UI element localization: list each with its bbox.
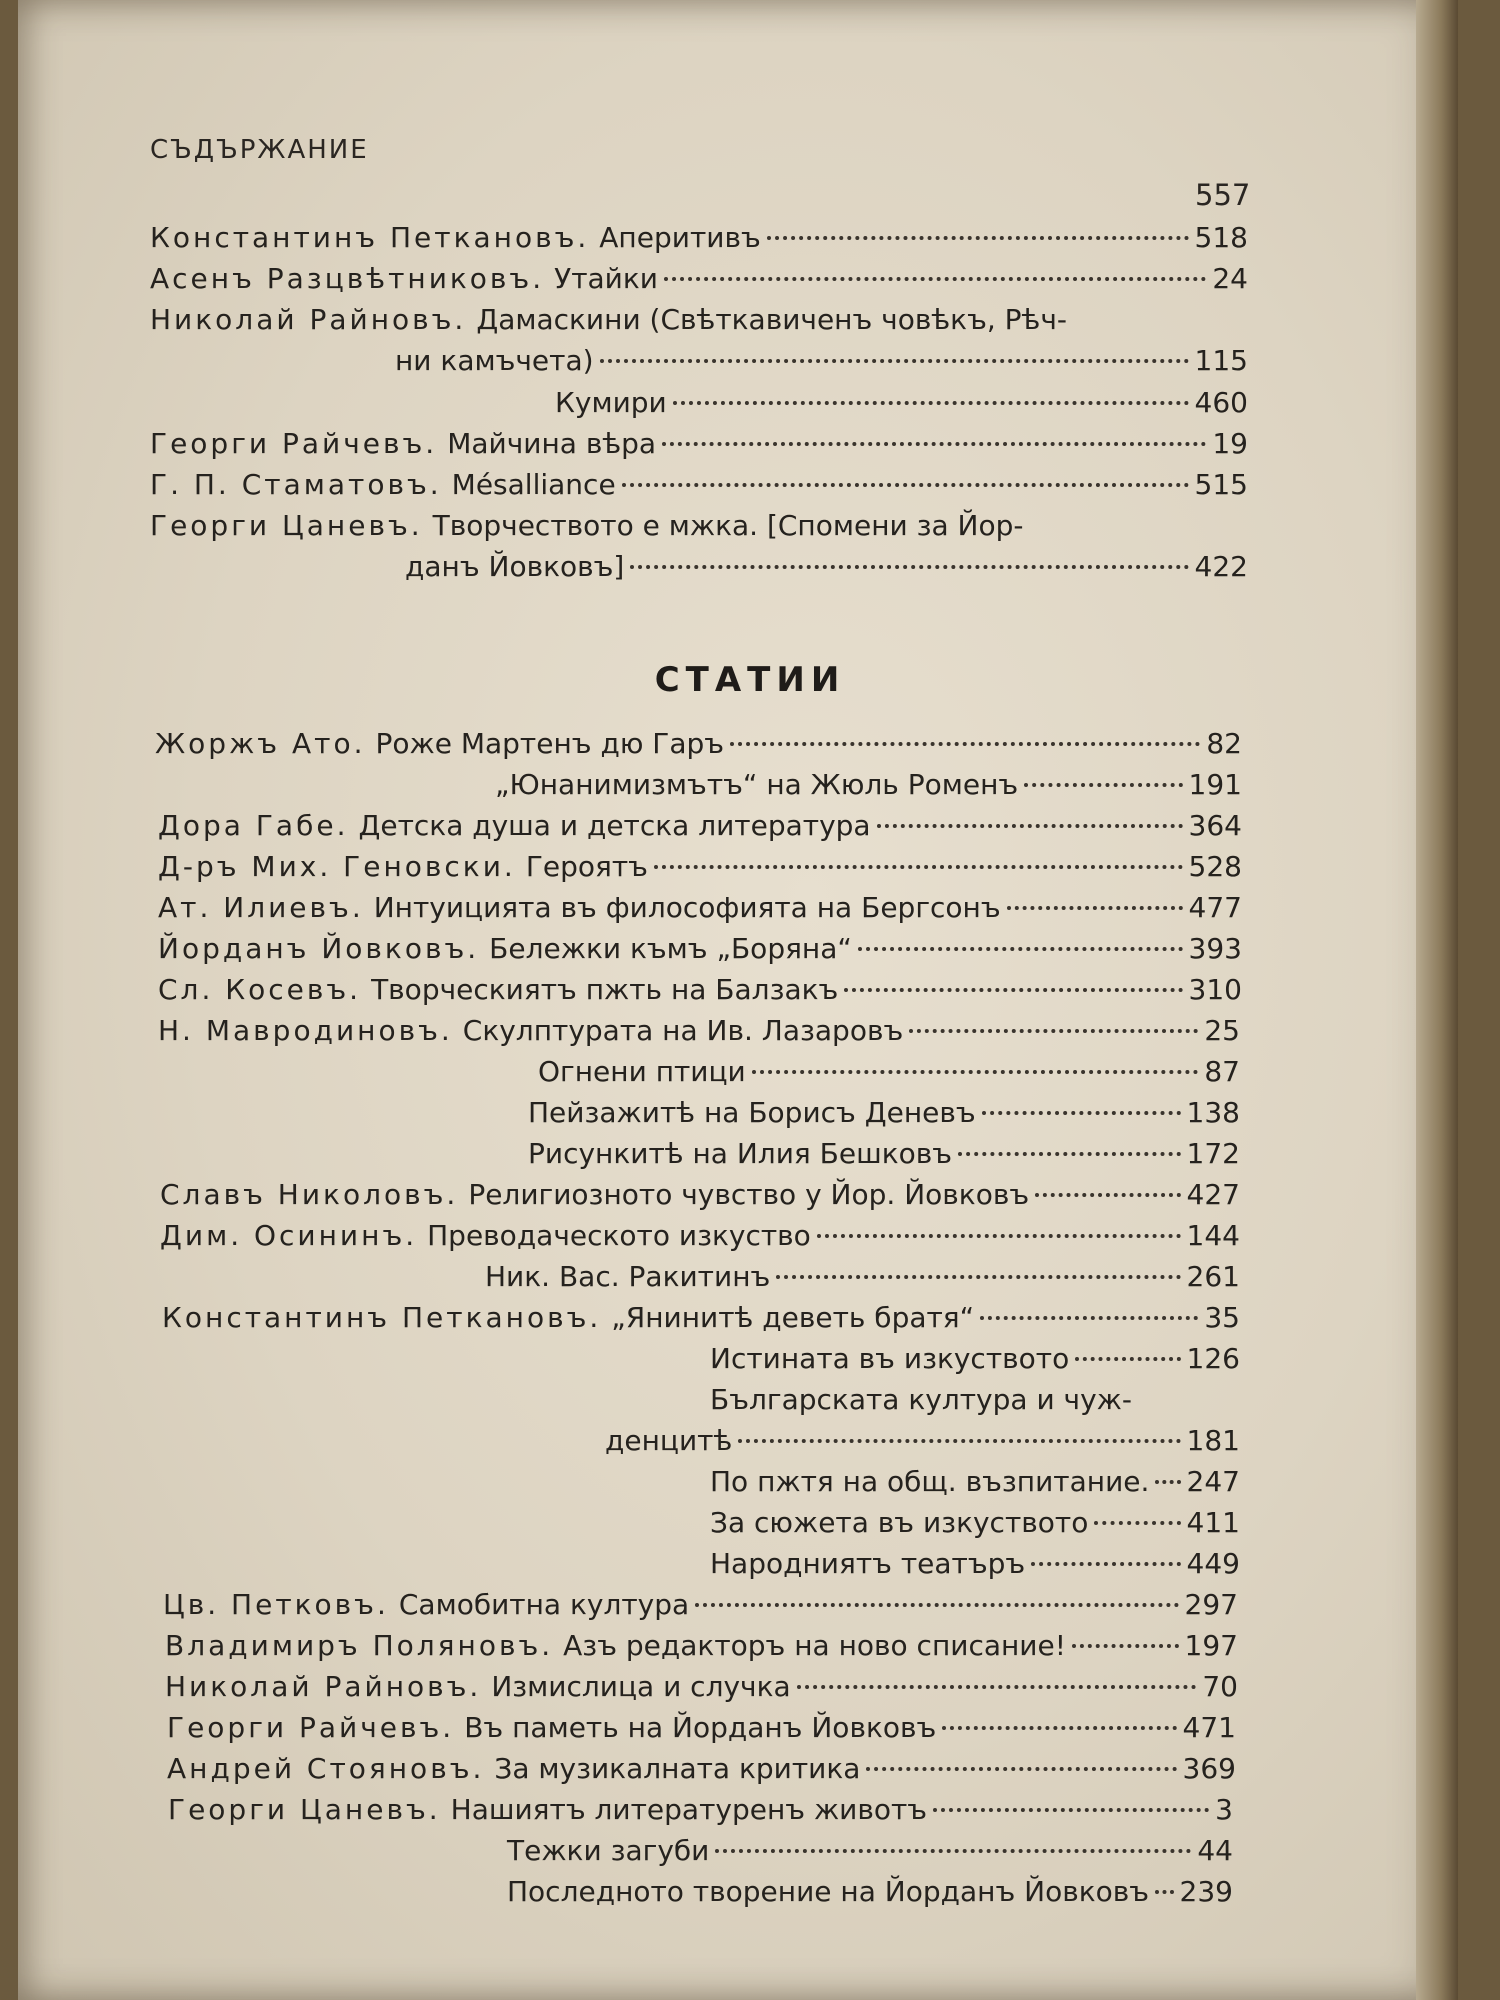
toc-entry	[395, 343, 1248, 379]
toc-page-number: 528	[1188, 850, 1242, 883]
dot-leader	[958, 1152, 1181, 1156]
toc-author: Георги Цаневъ.	[168, 1793, 441, 1826]
toc-page-number: 19	[1212, 427, 1248, 460]
dot-leader	[738, 1439, 1180, 1443]
dot-leader	[622, 483, 1189, 487]
toc-page-number: 515	[1194, 468, 1248, 501]
section-title: СТАТИИ	[654, 660, 846, 700]
toc-author: Константинъ Петкановъ.	[150, 221, 590, 254]
toc-page-number: 172	[1186, 1137, 1240, 1170]
toc-title: Рисункитѣ на Илия Бешковъ	[528, 1137, 953, 1170]
toc-title: Народниятъ театъръ	[710, 1547, 1026, 1580]
toc-author: Владимиръ Поляновъ.	[165, 1629, 554, 1662]
toc-page-number: 247	[1186, 1465, 1240, 1498]
toc-title: Българската култура и чуж-	[710, 1383, 1132, 1416]
toc-title: „Юнанимизмътъ“ на Жюль Роменъ	[495, 768, 1019, 801]
dot-leader	[600, 359, 1189, 363]
toc-title: Утайки	[554, 262, 658, 295]
toc-title: Религиозното чувство у Йор. Йовковъ	[468, 1178, 1030, 1211]
toc-page-number: 261	[1186, 1260, 1240, 1293]
toc-entry	[150, 261, 1248, 297]
toc-page-number: 24	[1212, 262, 1248, 295]
toc-entry	[710, 1546, 1240, 1582]
toc-title: ни камъчета)	[395, 344, 594, 377]
toc-title: Бележки къмъ „Боряна“	[489, 932, 852, 965]
dot-leader	[664, 277, 1206, 281]
toc-title: Тежки загуби	[507, 1834, 710, 1867]
dot-leader	[1075, 1357, 1180, 1361]
dot-leader	[695, 1603, 1178, 1607]
page-header: СЪДЪРЖАНИЕ	[150, 135, 369, 165]
toc-title: Преводаческото изкуство	[427, 1219, 811, 1252]
dot-leader	[942, 1726, 1176, 1730]
toc-page-number: 191	[1188, 768, 1242, 801]
toc-author: Дора Габе.	[158, 809, 349, 842]
toc-page-number: 82	[1206, 727, 1242, 760]
dot-leader	[767, 236, 1189, 240]
toc-title: Огнени птици	[538, 1055, 746, 1088]
toc-title: Ник. Вас. Ракитинъ	[485, 1260, 771, 1293]
toc-entry	[160, 1218, 1240, 1254]
dot-leader	[1155, 1890, 1174, 1894]
toc-entry	[495, 767, 1242, 803]
toc-entry	[710, 1382, 1240, 1418]
toc-title: Азъ редакторъ на ново списание!	[563, 1629, 1066, 1662]
toc-entry	[158, 1013, 1240, 1049]
toc-author: Жоржъ Ато.	[155, 727, 366, 760]
dot-leader	[877, 824, 1183, 828]
dot-leader	[866, 1767, 1176, 1771]
toc-entry	[150, 467, 1248, 503]
toc-entry	[158, 808, 1242, 844]
toc-page-number: 393	[1188, 932, 1242, 965]
toc-page-number: 427	[1186, 1178, 1240, 1211]
toc-title: Последното творение на Йорданъ Йовковъ	[507, 1875, 1150, 1908]
toc-author: Георги Райчевъ.	[150, 427, 438, 460]
toc-page-number: 477	[1188, 891, 1242, 924]
toc-author: Андрей Стояновъ.	[167, 1752, 485, 1785]
toc-page-number: 364	[1188, 809, 1242, 842]
toc-title: Героятъ	[525, 850, 648, 883]
toc-entry	[528, 1095, 1240, 1131]
toc-entry	[710, 1341, 1240, 1377]
toc-author: Николай Райновъ.	[165, 1670, 482, 1703]
toc-author: Сл. Косевъ.	[158, 973, 362, 1006]
dot-leader	[1031, 1562, 1180, 1566]
toc-entry	[158, 849, 1242, 885]
toc-title: По пжтя на общ. възпитание.	[710, 1465, 1150, 1498]
toc-page-number: 297	[1184, 1588, 1238, 1621]
toc-page-number: 411	[1186, 1506, 1240, 1539]
dot-leader	[909, 1029, 1198, 1033]
toc-title: Истината въ изкуството	[710, 1342, 1070, 1375]
toc-entry	[158, 972, 1242, 1008]
toc-page-number: 3	[1215, 1793, 1233, 1826]
dot-leader	[1155, 1480, 1180, 1484]
dot-leader	[982, 1111, 1181, 1115]
toc-title: Интуицията въ философията на Бергсонъ	[373, 891, 1001, 924]
dot-leader	[630, 565, 1188, 569]
toc-page-number: 197	[1184, 1629, 1238, 1662]
toc-page-number: 239	[1179, 1875, 1233, 1908]
dot-leader	[1094, 1521, 1180, 1525]
dot-leader	[1024, 783, 1182, 787]
toc-title: „Янинитѣ деветь братя“	[611, 1301, 975, 1334]
dot-leader	[673, 401, 1189, 405]
toc-author: Д-ръ Мих. Геновски.	[158, 850, 516, 883]
toc-author: Асенъ Разцвѣтниковъ.	[150, 262, 545, 295]
toc-author: Николай Райновъ.	[150, 303, 467, 336]
toc-page-number: 181	[1186, 1424, 1240, 1457]
toc-entry	[555, 385, 1248, 421]
dot-leader	[858, 947, 1183, 951]
toc-page-number: 369	[1182, 1752, 1236, 1785]
toc-author: Цв. Петковъ.	[163, 1588, 389, 1621]
toc-page-number: 449	[1186, 1547, 1240, 1580]
toc-page-number: 87	[1204, 1055, 1240, 1088]
page-number: 557	[1195, 178, 1251, 212]
toc-page-number: 144	[1186, 1219, 1240, 1252]
toc-author: Н. Мавродиновъ.	[158, 1014, 453, 1047]
toc-author: Дим. Осининъ.	[160, 1219, 418, 1252]
dot-leader	[776, 1275, 1180, 1279]
toc-author: Г. П. Стаматовъ.	[150, 468, 442, 501]
dot-leader	[980, 1316, 1198, 1320]
toc-title: За музикалната критика	[494, 1752, 861, 1785]
toc-page-number: 422	[1194, 550, 1248, 583]
dot-leader	[1007, 906, 1183, 910]
dot-leader	[817, 1234, 1181, 1238]
toc-title: Роже Мартенъ дю Гаръ	[375, 727, 725, 760]
toc-title: Нашиятъ литературенъ животъ	[450, 1793, 928, 1826]
toc-title: Аперитивъ	[599, 221, 761, 254]
dot-leader	[1072, 1644, 1179, 1648]
toc-title: Детска душа и детска литература	[358, 809, 871, 842]
toc-entry	[165, 1669, 1238, 1705]
toc-entry	[162, 1300, 1240, 1336]
page-edge	[1416, 0, 1458, 2000]
dot-leader	[797, 1685, 1197, 1689]
toc-author: Славъ Николовъ.	[160, 1178, 459, 1211]
toc-entry	[163, 1587, 1238, 1623]
dot-leader	[662, 442, 1206, 446]
toc-entry	[150, 426, 1248, 462]
toc-entry	[167, 1751, 1236, 1787]
toc-entry	[168, 1792, 1233, 1828]
toc-title: Майчина вѣра	[447, 427, 657, 460]
toc-entry	[538, 1054, 1240, 1090]
toc-title: Mésalliance	[451, 468, 616, 501]
toc-author: Георги Цаневъ.	[150, 509, 423, 542]
toc-title: Скулптурата на Ив. Лазаровъ	[462, 1014, 904, 1047]
toc-entry	[165, 1628, 1238, 1664]
toc-entry	[150, 508, 1248, 544]
toc-title: Творческиятъ пжть на Балзакъ	[371, 973, 839, 1006]
dot-leader	[752, 1070, 1199, 1074]
toc-entry	[155, 726, 1242, 762]
toc-entry	[405, 549, 1248, 585]
toc-entry	[485, 1259, 1240, 1295]
toc-author: Ат. Илиевъ.	[158, 891, 364, 924]
toc-title: денцитѣ	[605, 1424, 733, 1457]
dot-leader	[730, 742, 1200, 746]
dot-leader	[654, 865, 1183, 869]
toc-entry	[710, 1464, 1240, 1500]
toc-title: Измислица и случка	[491, 1670, 791, 1703]
toc-title: Творчеството е мжка. [Спомени за Йор-	[432, 509, 1024, 542]
toc-entry	[158, 890, 1242, 926]
toc-entry	[605, 1423, 1240, 1459]
toc-entry	[150, 220, 1248, 256]
dot-leader	[844, 988, 1182, 992]
toc-page-number: 126	[1186, 1342, 1240, 1375]
toc-page-number: 44	[1197, 1834, 1233, 1867]
toc-page-number: 138	[1186, 1096, 1240, 1129]
toc-page-number: 310	[1188, 973, 1242, 1006]
toc-entry	[710, 1505, 1240, 1541]
toc-page-number: 35	[1204, 1301, 1240, 1334]
dot-leader	[1035, 1193, 1180, 1197]
toc-entry	[507, 1833, 1233, 1869]
toc-title: За сюжета въ изкуството	[710, 1506, 1089, 1539]
toc-entry	[167, 1710, 1236, 1746]
toc-title: данъ Йовковъ]	[405, 550, 625, 583]
toc-author: Йорданъ Йовковъ.	[158, 932, 480, 965]
dot-leader	[715, 1849, 1191, 1853]
toc-page-number: 471	[1182, 1711, 1236, 1744]
toc-author: Георги Райчевъ.	[167, 1711, 455, 1744]
toc-page-number: 70	[1202, 1670, 1238, 1703]
toc-page-number: 25	[1204, 1014, 1240, 1047]
toc-title: Самобитна култура	[398, 1588, 690, 1621]
toc-title: Въ паметь на Йорданъ Йовковъ	[464, 1711, 937, 1744]
toc-entry	[507, 1874, 1233, 1910]
toc-title: Дамаскини (Свѣткавиченъ човѣкъ, Рѣч-	[476, 303, 1067, 336]
toc-entry	[528, 1136, 1240, 1172]
toc-author: Константинъ Петкановъ.	[162, 1301, 602, 1334]
toc-page-number: 518	[1194, 221, 1248, 254]
toc-page-number: 115	[1194, 344, 1248, 377]
toc-title: Кумири	[555, 386, 667, 419]
dot-leader	[933, 1808, 1209, 1812]
toc-title: Пейзажитѣ на Борисъ Деневъ	[528, 1096, 976, 1129]
toc-entry	[158, 931, 1242, 967]
toc-entry	[150, 302, 1248, 338]
toc-entry	[160, 1177, 1240, 1213]
toc-page-number: 460	[1194, 386, 1248, 419]
